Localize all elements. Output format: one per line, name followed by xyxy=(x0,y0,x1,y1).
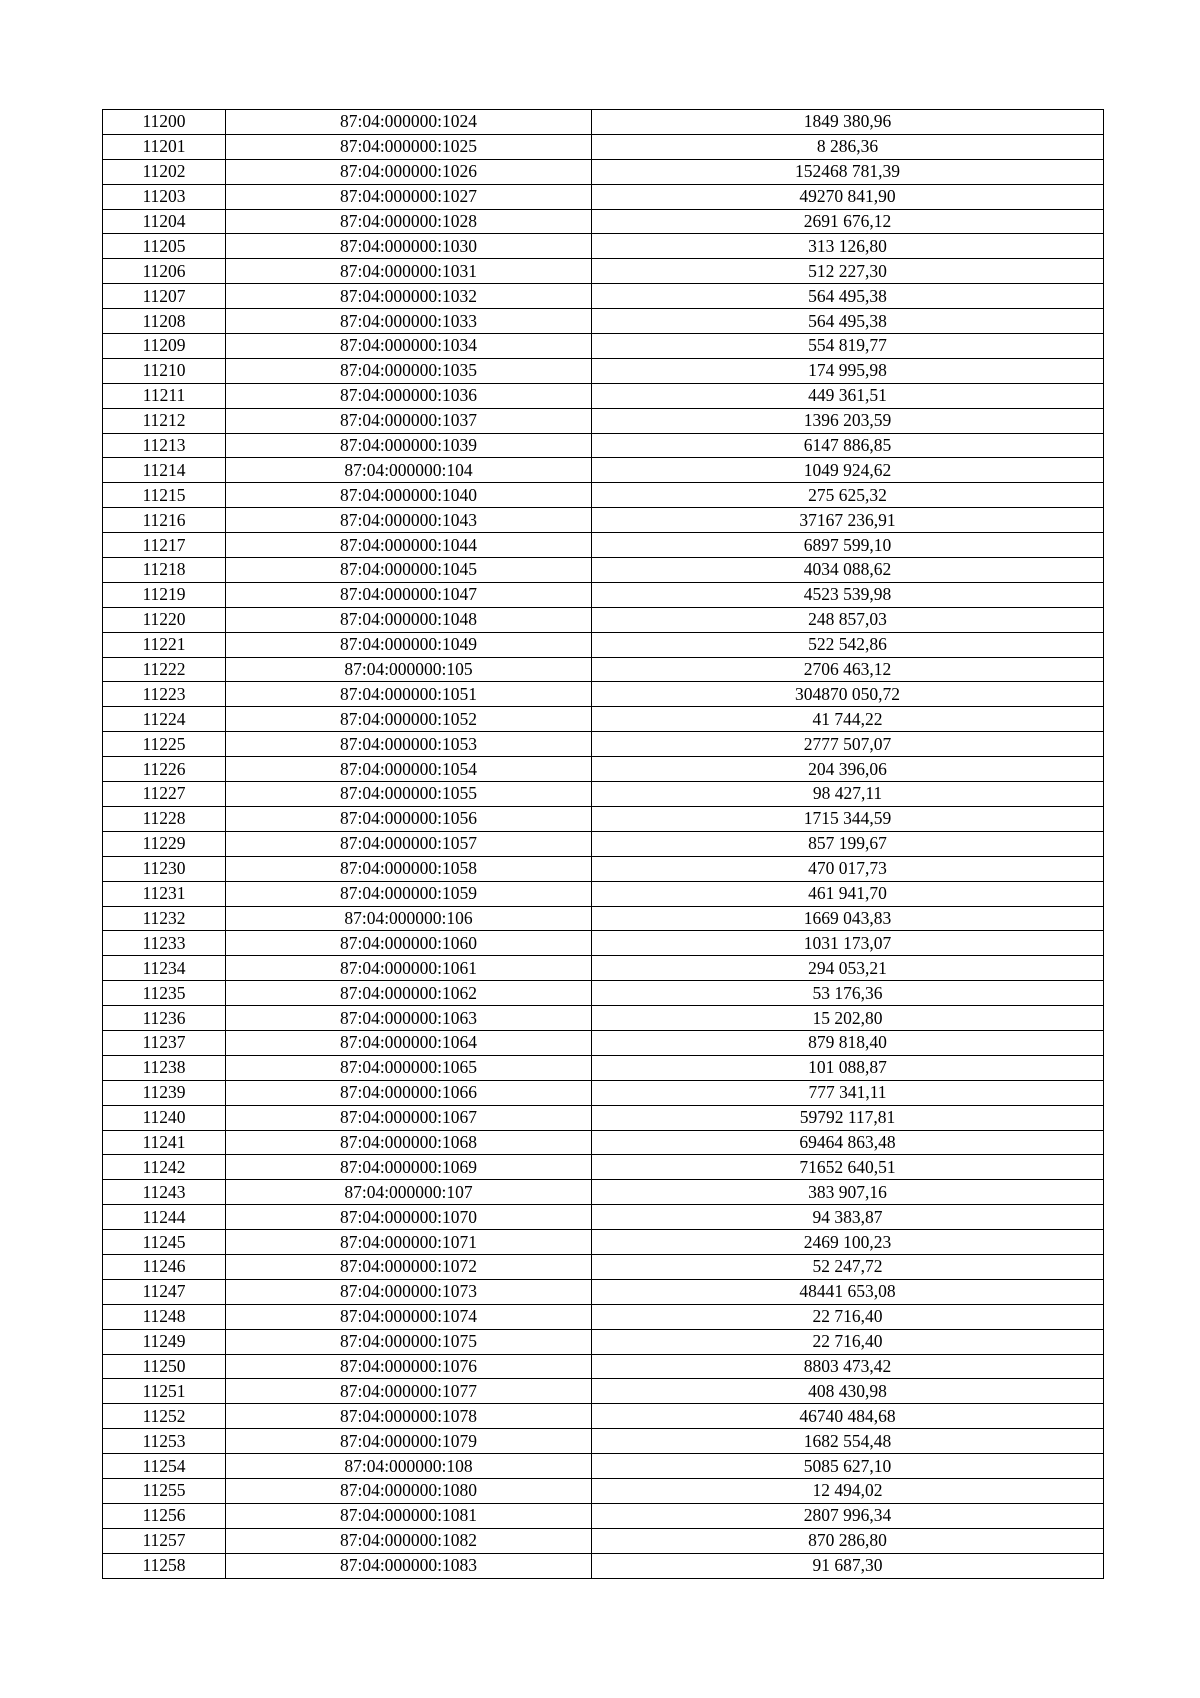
cadastral-value-cell: 69464 863,48 xyxy=(592,1130,1104,1155)
cadastral-number-cell: 87:04:000000:1037 xyxy=(226,408,592,433)
cadastral-number-cell: 87:04:000000:1059 xyxy=(226,881,592,906)
row-number-cell: 11237 xyxy=(103,1030,226,1055)
cadastral-number-cell: 87:04:000000:1049 xyxy=(226,632,592,657)
table-row xyxy=(103,956,1104,981)
cadastral-value-cell: 564 495,38 xyxy=(592,309,1104,334)
table-row xyxy=(103,1429,1104,1454)
cadastral-value-cell: 1669 043,83 xyxy=(592,906,1104,931)
cadastral-number-cell: 87:04:000000:1081 xyxy=(226,1503,592,1528)
table-row xyxy=(103,110,1104,135)
table-row xyxy=(103,134,1104,159)
table-row xyxy=(103,1254,1104,1279)
cadastral-number-cell: 87:04:000000:1054 xyxy=(226,757,592,782)
row-number-cell: 11233 xyxy=(103,931,226,956)
row-number-cell: 11206 xyxy=(103,259,226,284)
row-number-cell: 11241 xyxy=(103,1130,226,1155)
cadastral-value-cell: 5085 627,10 xyxy=(592,1454,1104,1479)
row-number-cell: 11201 xyxy=(103,134,226,159)
row-number-cell: 11245 xyxy=(103,1230,226,1255)
cadastral-number-cell: 87:04:000000:1039 xyxy=(226,433,592,458)
row-number-cell: 11252 xyxy=(103,1404,226,1429)
cadastral-value-cell: 4523 539,98 xyxy=(592,582,1104,607)
table-row xyxy=(103,931,1104,956)
table-row xyxy=(103,1105,1104,1130)
table-body xyxy=(103,110,1104,1579)
cadastral-value-cell: 2807 996,34 xyxy=(592,1503,1104,1528)
row-number-cell: 11238 xyxy=(103,1055,226,1080)
cadastral-value-cell: 383 907,16 xyxy=(592,1180,1104,1205)
cadastral-value-cell: 2691 676,12 xyxy=(592,209,1104,234)
table-row xyxy=(103,1329,1104,1354)
row-number-cell: 11208 xyxy=(103,309,226,334)
cadastral-number-cell: 87:04:000000:1082 xyxy=(226,1528,592,1553)
table-row xyxy=(103,607,1104,632)
table-row xyxy=(103,159,1104,184)
cadastral-number-cell: 87:04:000000:1058 xyxy=(226,856,592,881)
cadastral-number-cell: 87:04:000000:1027 xyxy=(226,184,592,209)
cadastral-number-cell: 87:04:000000:106 xyxy=(226,906,592,931)
cadastral-value-cell: 6147 886,85 xyxy=(592,433,1104,458)
row-number-cell: 11242 xyxy=(103,1155,226,1180)
row-number-cell: 11212 xyxy=(103,408,226,433)
cadastral-value-cell: 98 427,11 xyxy=(592,782,1104,807)
table-row xyxy=(103,906,1104,931)
row-number-cell: 11257 xyxy=(103,1528,226,1553)
table-row xyxy=(103,383,1104,408)
cadastral-number-cell: 87:04:000000:1051 xyxy=(226,682,592,707)
table-row xyxy=(103,1478,1104,1503)
row-number-cell: 11232 xyxy=(103,906,226,931)
cadastral-number-cell: 87:04:000000:1083 xyxy=(226,1553,592,1578)
cadastral-value-cell: 94 383,87 xyxy=(592,1205,1104,1230)
cadastral-number-cell: 87:04:000000:107 xyxy=(226,1180,592,1205)
cadastral-value-cell: 12 494,02 xyxy=(592,1478,1104,1503)
row-number-cell: 11225 xyxy=(103,732,226,757)
cadastral-value-cell: 470 017,73 xyxy=(592,856,1104,881)
cadastral-number-cell: 87:04:000000:1066 xyxy=(226,1080,592,1105)
row-number-cell: 11227 xyxy=(103,782,226,807)
row-number-cell: 11256 xyxy=(103,1503,226,1528)
row-number-cell: 11200 xyxy=(103,110,226,135)
cadastral-value-cell: 1396 203,59 xyxy=(592,408,1104,433)
row-number-cell: 11231 xyxy=(103,881,226,906)
cadastral-value-cell: 71652 640,51 xyxy=(592,1155,1104,1180)
table-row xyxy=(103,1080,1104,1105)
cadastral-number-cell: 87:04:000000:1062 xyxy=(226,981,592,1006)
table-row xyxy=(103,1379,1104,1404)
cadastral-number-cell: 87:04:000000:1071 xyxy=(226,1230,592,1255)
row-number-cell: 11251 xyxy=(103,1379,226,1404)
row-number-cell: 11223 xyxy=(103,682,226,707)
table-row xyxy=(103,209,1104,234)
table-row xyxy=(103,1503,1104,1528)
cadastral-value-cell: 1682 554,48 xyxy=(592,1429,1104,1454)
cadastral-number-cell: 87:04:000000:1068 xyxy=(226,1130,592,1155)
table-row xyxy=(103,856,1104,881)
table-row xyxy=(103,1354,1104,1379)
cadastral-value-cell: 1715 344,59 xyxy=(592,806,1104,831)
cadastral-value-cell: 512 227,30 xyxy=(592,259,1104,284)
row-number-cell: 11247 xyxy=(103,1279,226,1304)
table-row xyxy=(103,1528,1104,1553)
cadastral-number-cell: 87:04:000000:1078 xyxy=(226,1404,592,1429)
cadastral-value-cell: 91 687,30 xyxy=(592,1553,1104,1578)
cadastral-value-cell: 275 625,32 xyxy=(592,483,1104,508)
cadastral-number-cell: 87:04:000000:105 xyxy=(226,657,592,682)
table-row xyxy=(103,1279,1104,1304)
table-row xyxy=(103,234,1104,259)
cadastral-value-cell: 4034 088,62 xyxy=(592,558,1104,583)
row-number-cell: 11229 xyxy=(103,831,226,856)
cadastral-number-cell: 87:04:000000:1057 xyxy=(226,831,592,856)
row-number-cell: 11253 xyxy=(103,1429,226,1454)
cadastral-value-cell: 152468 781,39 xyxy=(592,159,1104,184)
cadastral-value-cell: 857 199,67 xyxy=(592,831,1104,856)
row-number-cell: 11205 xyxy=(103,234,226,259)
cadastral-value-cell: 313 126,80 xyxy=(592,234,1104,259)
row-number-cell: 11203 xyxy=(103,184,226,209)
cadastral-value-cell: 1849 380,96 xyxy=(592,110,1104,135)
cadastral-number-cell: 87:04:000000:1064 xyxy=(226,1030,592,1055)
row-number-cell: 11230 xyxy=(103,856,226,881)
row-number-cell: 11240 xyxy=(103,1105,226,1130)
row-number-cell: 11236 xyxy=(103,1006,226,1031)
cadastral-value-cell: 174 995,98 xyxy=(592,358,1104,383)
cadastral-number-cell: 87:04:000000:1052 xyxy=(226,707,592,732)
cadastral-number-cell: 87:04:000000:104 xyxy=(226,458,592,483)
row-number-cell: 11216 xyxy=(103,508,226,533)
row-number-cell: 11204 xyxy=(103,209,226,234)
cadastral-value-cell: 41 744,22 xyxy=(592,707,1104,732)
cadastral-number-cell: 87:04:000000:1075 xyxy=(226,1329,592,1354)
table-row xyxy=(103,1030,1104,1055)
row-number-cell: 11211 xyxy=(103,383,226,408)
cadastral-number-cell: 87:04:000000:1045 xyxy=(226,558,592,583)
cadastral-number-cell: 87:04:000000:1048 xyxy=(226,607,592,632)
cadastral-value-cell: 294 053,21 xyxy=(592,956,1104,981)
table-row xyxy=(103,632,1104,657)
cadastral-value-cell: 52 247,72 xyxy=(592,1254,1104,1279)
row-number-cell: 11254 xyxy=(103,1454,226,1479)
cadastral-number-cell: 87:04:000000:1026 xyxy=(226,159,592,184)
row-number-cell: 11213 xyxy=(103,433,226,458)
cadastral-number-cell: 87:04:000000:1072 xyxy=(226,1254,592,1279)
table-row xyxy=(103,309,1104,334)
row-number-cell: 11248 xyxy=(103,1304,226,1329)
row-number-cell: 11228 xyxy=(103,806,226,831)
table-row xyxy=(103,408,1104,433)
cadastral-number-cell: 87:04:000000:1056 xyxy=(226,806,592,831)
cadastral-value-cell: 304870 050,72 xyxy=(592,682,1104,707)
row-number-cell: 11246 xyxy=(103,1254,226,1279)
table-row xyxy=(103,458,1104,483)
row-number-cell: 11214 xyxy=(103,458,226,483)
cadastral-number-cell: 87:04:000000:1024 xyxy=(226,110,592,135)
cadastral-number-cell: 87:04:000000:1028 xyxy=(226,209,592,234)
row-number-cell: 11239 xyxy=(103,1080,226,1105)
cadastral-number-cell: 87:04:000000:1080 xyxy=(226,1478,592,1503)
cadastral-value-cell: 15 202,80 xyxy=(592,1006,1104,1031)
row-number-cell: 11258 xyxy=(103,1553,226,1578)
table-row xyxy=(103,757,1104,782)
cadastral-number-cell: 87:04:000000:1063 xyxy=(226,1006,592,1031)
cadastral-number-cell: 87:04:000000:1079 xyxy=(226,1429,592,1454)
cadastral-number-cell: 87:04:000000:1055 xyxy=(226,782,592,807)
cadastral-value-cell: 564 495,38 xyxy=(592,284,1104,309)
cadastral-number-cell: 87:04:000000:1067 xyxy=(226,1105,592,1130)
table-row xyxy=(103,1055,1104,1080)
cadastral-number-cell: 87:04:000000:1035 xyxy=(226,358,592,383)
row-number-cell: 11250 xyxy=(103,1354,226,1379)
cadastral-number-cell: 87:04:000000:1047 xyxy=(226,582,592,607)
table-row xyxy=(103,981,1104,1006)
table-row xyxy=(103,582,1104,607)
table-row xyxy=(103,1205,1104,1230)
row-number-cell: 11255 xyxy=(103,1478,226,1503)
cadastral-number-cell: 87:04:000000:1070 xyxy=(226,1205,592,1230)
cadastral-number-cell: 87:04:000000:1030 xyxy=(226,234,592,259)
cadastral-number-cell: 87:04:000000:108 xyxy=(226,1454,592,1479)
table-row xyxy=(103,657,1104,682)
cadastral-number-cell: 87:04:000000:1031 xyxy=(226,259,592,284)
cadastral-number-cell: 87:04:000000:1065 xyxy=(226,1055,592,1080)
row-number-cell: 11207 xyxy=(103,284,226,309)
table-row xyxy=(103,1155,1104,1180)
cadastral-number-cell: 87:04:000000:1025 xyxy=(226,134,592,159)
table-row xyxy=(103,433,1104,458)
row-number-cell: 11209 xyxy=(103,334,226,359)
row-number-cell: 11202 xyxy=(103,159,226,184)
cadastral-value-cell: 6897 599,10 xyxy=(592,533,1104,558)
row-number-cell: 11249 xyxy=(103,1329,226,1354)
table-row xyxy=(103,707,1104,732)
table-row xyxy=(103,1304,1104,1329)
cadastral-value-cell: 870 286,80 xyxy=(592,1528,1104,1553)
cadastral-value-cell: 554 819,77 xyxy=(592,334,1104,359)
cadastral-value-cell: 49270 841,90 xyxy=(592,184,1104,209)
table-row xyxy=(103,806,1104,831)
row-number-cell: 11217 xyxy=(103,533,226,558)
row-number-cell: 11218 xyxy=(103,558,226,583)
cadastral-number-cell: 87:04:000000:1061 xyxy=(226,956,592,981)
cadastral-number-cell: 87:04:000000:1053 xyxy=(226,732,592,757)
cadastral-value-cell: 8803 473,42 xyxy=(592,1354,1104,1379)
cadastral-value-cell: 204 396,06 xyxy=(592,757,1104,782)
table-row xyxy=(103,1180,1104,1205)
row-number-cell: 11235 xyxy=(103,981,226,1006)
table-row xyxy=(103,732,1104,757)
row-number-cell: 11210 xyxy=(103,358,226,383)
cadastral-number-cell: 87:04:000000:1036 xyxy=(226,383,592,408)
row-number-cell: 11243 xyxy=(103,1180,226,1205)
row-number-cell: 11222 xyxy=(103,657,226,682)
cadastral-value-cell: 879 818,40 xyxy=(592,1030,1104,1055)
table-row xyxy=(103,259,1104,284)
cadastral-number-cell: 87:04:000000:1044 xyxy=(226,533,592,558)
table-row xyxy=(103,184,1104,209)
row-number-cell: 11219 xyxy=(103,582,226,607)
cadastral-value-cell: 2706 463,12 xyxy=(592,657,1104,682)
cadastral-number-cell: 87:04:000000:1033 xyxy=(226,309,592,334)
table-row xyxy=(103,558,1104,583)
cadastral-value-cell: 37167 236,91 xyxy=(592,508,1104,533)
cadastral-number-cell: 87:04:000000:1060 xyxy=(226,931,592,956)
cadastral-value-cell: 248 857,03 xyxy=(592,607,1104,632)
cadastral-value-cell: 1049 924,62 xyxy=(592,458,1104,483)
table-row xyxy=(103,1006,1104,1031)
cadastral-value-cell: 48441 653,08 xyxy=(592,1279,1104,1304)
table-row xyxy=(103,508,1104,533)
cadastral-value-cell: 101 088,87 xyxy=(592,1055,1104,1080)
cadastral-value-cell: 449 361,51 xyxy=(592,383,1104,408)
cadastral-value-cell: 408 430,98 xyxy=(592,1379,1104,1404)
cadastral-number-cell: 87:04:000000:1069 xyxy=(226,1155,592,1180)
cadastral-number-cell: 87:04:000000:1073 xyxy=(226,1279,592,1304)
cadastral-number-cell: 87:04:000000:1040 xyxy=(226,483,592,508)
table-row xyxy=(103,483,1104,508)
cadastral-value-cell: 2469 100,23 xyxy=(592,1230,1104,1255)
cadastral-value-cell: 2777 507,07 xyxy=(592,732,1104,757)
table-row xyxy=(103,782,1104,807)
cadastral-value-cell: 22 716,40 xyxy=(592,1304,1104,1329)
cadastral-number-cell: 87:04:000000:1076 xyxy=(226,1354,592,1379)
cadastral-value-cell: 777 341,11 xyxy=(592,1080,1104,1105)
table-row xyxy=(103,1454,1104,1479)
cadastral-value-cell: 46740 484,68 xyxy=(592,1404,1104,1429)
cadastral-number-cell: 87:04:000000:1034 xyxy=(226,334,592,359)
cadastral-value-cell: 53 176,36 xyxy=(592,981,1104,1006)
row-number-cell: 11244 xyxy=(103,1205,226,1230)
row-number-cell: 11226 xyxy=(103,757,226,782)
table-row xyxy=(103,1230,1104,1255)
table-row xyxy=(103,284,1104,309)
cadastral-value-cell: 522 542,86 xyxy=(592,632,1104,657)
row-number-cell: 11215 xyxy=(103,483,226,508)
cadastral-number-cell: 87:04:000000:1074 xyxy=(226,1304,592,1329)
table-row xyxy=(103,334,1104,359)
cadastral-value-table xyxy=(102,109,1104,1579)
table-row xyxy=(103,1130,1104,1155)
table-row xyxy=(103,881,1104,906)
table-row xyxy=(103,358,1104,383)
cadastral-value-cell: 8 286,36 xyxy=(592,134,1104,159)
cadastral-value-cell: 461 941,70 xyxy=(592,881,1104,906)
row-number-cell: 11221 xyxy=(103,632,226,657)
cadastral-value-cell: 22 716,40 xyxy=(592,1329,1104,1354)
row-number-cell: 11234 xyxy=(103,956,226,981)
cadastral-value-cell: 1031 173,07 xyxy=(592,931,1104,956)
row-number-cell: 11224 xyxy=(103,707,226,732)
table-row xyxy=(103,831,1104,856)
cadastral-number-cell: 87:04:000000:1043 xyxy=(226,508,592,533)
cadastral-number-cell: 87:04:000000:1032 xyxy=(226,284,592,309)
cadastral-value-cell: 59792 117,81 xyxy=(592,1105,1104,1130)
cadastral-number-cell: 87:04:000000:1077 xyxy=(226,1379,592,1404)
table-row xyxy=(103,1404,1104,1429)
table-row xyxy=(103,533,1104,558)
table-row xyxy=(103,682,1104,707)
table-row xyxy=(103,1553,1104,1578)
row-number-cell: 11220 xyxy=(103,607,226,632)
